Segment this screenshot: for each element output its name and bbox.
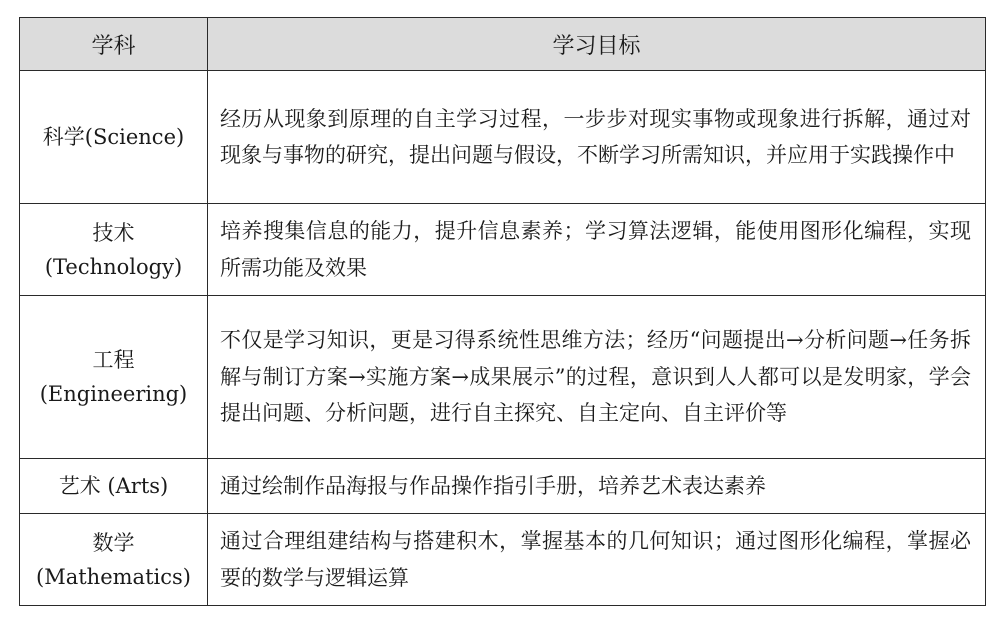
table-row	[20, 514, 986, 606]
table-row	[20, 296, 986, 459]
subject-cell-mathematics	[20, 514, 208, 606]
subject-label-english: (Mathematics)	[36, 564, 191, 589]
subject-label-english: (Technology)	[44, 254, 183, 279]
stem-learning-goals-table	[19, 17, 986, 606]
header-subject: 学科	[20, 18, 208, 71]
table-body	[20, 71, 986, 606]
goal-cell-engineering: 不仅是学习知识，更是习得系统性思维方法；经历“问题提出→分析问题→任务拆解与制订方案→实施方案→成果展示”的过程，意识到人人都可以是发明家，学会提出问题、分析问题，进行自主探究、自主定向、自主评价等	[208, 296, 986, 459]
goal-cell-science: 经历从现象到原理的自主学习过程，一步步对现实事物或现象进行拆解，通过对现象与事物的研究，提出问题与假设，不断学习所需知识，并应用于实践操作中	[208, 71, 986, 204]
subject-label: 工程	[92, 348, 135, 372]
table-row	[20, 71, 986, 204]
subject-label: 艺术 (Arts)	[58, 474, 169, 498]
subject-label: 数学	[92, 530, 135, 555]
header-row	[20, 18, 986, 71]
subject-cell-technology	[20, 204, 208, 296]
table-row	[20, 459, 986, 514]
subject-cell-science	[20, 71, 208, 204]
table-header	[20, 18, 986, 71]
header-goal: 学习目标	[208, 18, 986, 71]
goal-cell-arts: 通过绘制作品海报与作品操作指引手册，培养艺术表达素养	[208, 459, 986, 514]
goal-cell-mathematics: 通过合理组建结构与搭建积木，掌握基本的几何知识；通过图形化编程，掌握必要的数学与逻辑运算	[208, 514, 986, 606]
subject-cell-arts	[20, 459, 208, 514]
subject-label-english: (Engineering)	[39, 382, 188, 406]
subject-cell-engineering	[20, 296, 208, 459]
subject-label: 科学(Science)	[42, 125, 185, 149]
subject-label: 技术	[92, 220, 135, 245]
table-row	[20, 204, 986, 296]
goal-cell-technology: 培养搜集信息的能力，提升信息素养；学习算法逻辑，能使用图形化编程，实现所需功能及效果	[208, 204, 986, 296]
